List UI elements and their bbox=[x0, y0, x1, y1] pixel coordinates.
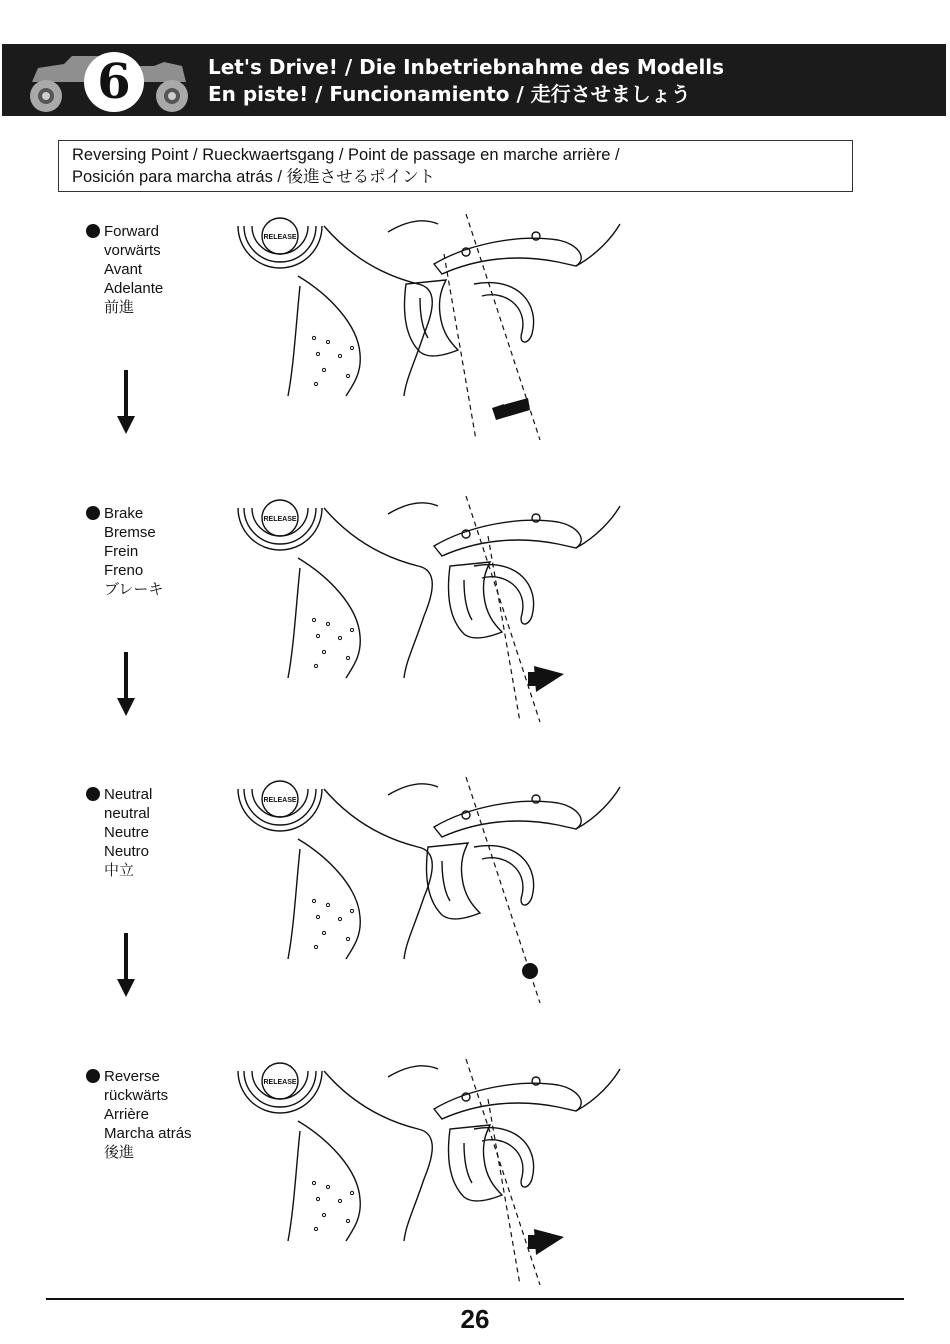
section-header bbox=[2, 44, 946, 116]
transmitter-rear-edge bbox=[576, 506, 620, 548]
transmitter-trigger-figure-reverse bbox=[228, 1059, 628, 1289]
state-label-neutral bbox=[86, 785, 152, 880]
state-label-forward bbox=[86, 222, 163, 317]
state-label-es: Freno bbox=[104, 562, 144, 579]
grip-texture-dot bbox=[316, 634, 319, 637]
state-label-de: vorwärts bbox=[104, 242, 161, 259]
grip-texture-dot bbox=[350, 628, 353, 631]
grip-texture-dot bbox=[314, 382, 317, 385]
state-label-ja: 前進 bbox=[104, 299, 135, 316]
release-knob-label: RELEASE bbox=[263, 1079, 297, 1086]
grip-texture-dot bbox=[312, 618, 315, 621]
grip-texture-dot bbox=[312, 1181, 315, 1184]
transmitter-rear-edge bbox=[576, 224, 620, 266]
state-label-en: Neutral bbox=[104, 786, 153, 803]
trigger-guard bbox=[474, 1128, 534, 1187]
transmitter-grip-outline bbox=[298, 1121, 360, 1241]
down-arrow-icon bbox=[116, 652, 136, 718]
throttle-trigger-groove bbox=[420, 298, 428, 338]
push-direction-arrow-icon bbox=[534, 666, 564, 692]
transmitter-trigger-figure-neutral bbox=[228, 777, 628, 1007]
throttle-trigger-groove bbox=[464, 580, 472, 620]
grip-texture-dot bbox=[322, 650, 325, 653]
state-label-ja: ブレーキ bbox=[104, 581, 164, 598]
state-label-fr: Avant bbox=[104, 261, 143, 278]
grip-texture-dot bbox=[314, 1227, 317, 1230]
bullet-icon bbox=[86, 787, 100, 801]
transmitter-rear-edge bbox=[576, 787, 620, 829]
reversing-point-heading-box bbox=[58, 140, 853, 192]
transmitter-top-curve bbox=[388, 503, 438, 514]
reference-dashed-line bbox=[466, 496, 540, 722]
trigger-travel-dashed-line bbox=[488, 536, 520, 722]
transmitter-grip-outline bbox=[298, 839, 360, 959]
transmitter-grip-edge bbox=[288, 849, 300, 959]
bullet-icon bbox=[86, 1069, 100, 1083]
grip-texture-dot bbox=[314, 664, 317, 667]
push-direction-arrow-icon bbox=[534, 1229, 564, 1255]
push-direction-arrow-shaft bbox=[528, 1235, 538, 1249]
reference-dashed-line bbox=[466, 1059, 540, 1285]
grip-texture-dot bbox=[322, 368, 325, 371]
bullet-icon bbox=[86, 506, 100, 520]
footer-rule bbox=[46, 1298, 904, 1300]
reversing-point-heading-line-2: Posición para marcha atrás / 後進させるポイント bbox=[72, 167, 436, 186]
grip-texture-dot bbox=[350, 1191, 353, 1194]
grip-texture-dot bbox=[312, 899, 315, 902]
transmitter-trigger-figure-forward bbox=[228, 214, 628, 444]
step-number: 6 bbox=[84, 52, 144, 112]
transmitter-housing bbox=[434, 238, 581, 274]
state-label-fr: Neutre bbox=[104, 824, 150, 841]
throttle-trigger-body bbox=[427, 843, 480, 919]
grip-texture-dot bbox=[316, 352, 319, 355]
release-knob-label: RELEASE bbox=[263, 797, 297, 804]
trigger-travel-dashed-line bbox=[444, 254, 476, 440]
grip-texture-dot bbox=[326, 1185, 329, 1188]
push-direction-arrow-shaft bbox=[528, 672, 538, 686]
grip-texture-dot bbox=[346, 937, 349, 940]
state-label-es: Marcha atrás bbox=[104, 1125, 192, 1142]
throttle-trigger-groove bbox=[464, 1143, 472, 1183]
state-label-de: Bremse bbox=[104, 524, 156, 541]
section-title-line-2: En piste! / Funcionamiento / 走行させましょう bbox=[208, 82, 691, 106]
pull-direction-arrow-shaft bbox=[492, 398, 530, 420]
grip-texture-dot bbox=[338, 636, 341, 639]
state-label-en: Brake bbox=[104, 505, 144, 522]
grip-texture-dot bbox=[338, 354, 341, 357]
grip-texture-dot bbox=[326, 622, 329, 625]
transmitter-grip-edge bbox=[288, 286, 300, 396]
neutral-position-dot-icon bbox=[522, 963, 538, 979]
bullet-icon bbox=[86, 224, 100, 238]
state-label-de: rückwärts bbox=[104, 1087, 169, 1104]
state-label-ja: 後進 bbox=[104, 1144, 135, 1161]
grip-texture-dot bbox=[346, 374, 349, 377]
throttle-trigger-groove bbox=[442, 861, 450, 901]
grip-texture-dot bbox=[338, 917, 341, 920]
section-title-line-1: Let's Drive! / Die Inbetriebnahme des Modells bbox=[208, 55, 725, 79]
steering-wheel-rim bbox=[244, 508, 316, 544]
grip-texture-dot bbox=[322, 931, 325, 934]
transmitter-housing bbox=[434, 520, 581, 556]
grip-texture-dot bbox=[326, 340, 329, 343]
trigger-guard bbox=[474, 565, 534, 624]
state-label-es: Neutro bbox=[104, 843, 150, 860]
transmitter-top-curve bbox=[388, 221, 438, 232]
transmitter-top-curve bbox=[388, 1066, 438, 1077]
transmitter-housing bbox=[434, 801, 581, 837]
down-arrow-icon bbox=[116, 933, 136, 999]
trigger-travel-dashed-line bbox=[488, 1099, 520, 1285]
page-number: 26 bbox=[460, 1304, 490, 1334]
state-label-reverse bbox=[86, 1067, 192, 1162]
grip-texture-dot bbox=[312, 336, 315, 339]
grip-texture-dot bbox=[350, 909, 353, 912]
grip-texture-dot bbox=[314, 945, 317, 948]
trigger-guard bbox=[474, 846, 534, 905]
steering-wheel-rim bbox=[244, 1071, 316, 1107]
grip-texture-dot bbox=[346, 1219, 349, 1222]
release-knob-label: RELEASE bbox=[263, 234, 297, 241]
steering-wheel-rim bbox=[244, 789, 316, 825]
state-label-fr: Frein bbox=[104, 543, 139, 560]
state-label-ja: 中立 bbox=[104, 862, 135, 879]
transmitter-trigger-figure-brake bbox=[228, 496, 628, 726]
down-arrow-icon bbox=[116, 370, 136, 436]
trigger-guard bbox=[474, 283, 534, 342]
reversing-point-heading-line-1: Reversing Point / Rueckwaertsgang / Point de passage en marche arrière / bbox=[72, 146, 620, 164]
grip-texture-dot bbox=[316, 1197, 319, 1200]
grip-texture-dot bbox=[316, 915, 319, 918]
throttle-trigger bbox=[427, 843, 480, 919]
steering-wheel-rim bbox=[244, 226, 316, 262]
grip-texture-dot bbox=[326, 903, 329, 906]
transmitter-grip-edge bbox=[288, 568, 300, 678]
transmitter-top-curve bbox=[388, 784, 438, 795]
transmitter-grip-outline bbox=[298, 276, 360, 396]
transmitter-grip-outline bbox=[298, 558, 360, 678]
grip-texture-dot bbox=[338, 1199, 341, 1202]
grip-texture-dot bbox=[350, 346, 353, 349]
grip-texture-dot bbox=[346, 656, 349, 659]
state-label-brake bbox=[86, 504, 163, 599]
state-label-en: Forward bbox=[104, 223, 160, 240]
state-label-fr: Arrière bbox=[104, 1106, 150, 1123]
release-knob-label: RELEASE bbox=[263, 516, 297, 523]
state-label-es: Adelante bbox=[104, 280, 164, 297]
state-label-en: Reverse bbox=[104, 1068, 160, 1085]
transmitter-housing bbox=[434, 1083, 581, 1119]
grip-texture-dot bbox=[322, 1213, 325, 1216]
transmitter-rear-edge bbox=[576, 1069, 620, 1111]
state-label-de: neutral bbox=[104, 805, 150, 822]
transmitter-grip-edge bbox=[288, 1131, 300, 1241]
